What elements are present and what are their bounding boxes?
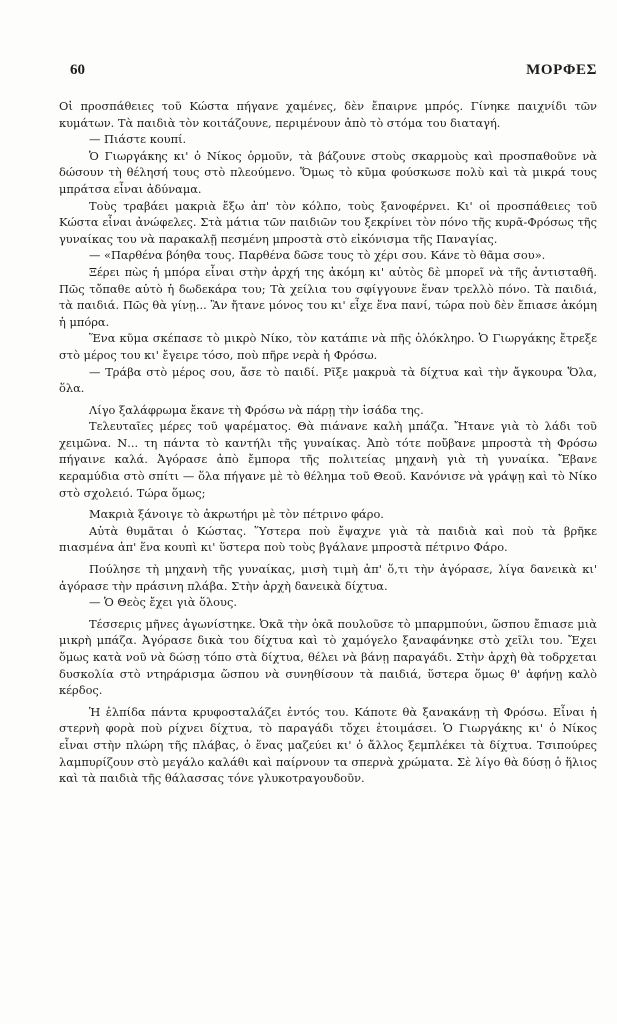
page-header <box>70 62 597 84</box>
paragraph: — Τράβα στὸ μέρος σου, ἄσε τὸ παιδί. Ρῖξε μακρυὰ τὰ δίχτυα καὶ τὴν ἄγκουρα Ὅλα, ὅλα. <box>59 364 597 396</box>
running-title: ΜΟΡΦΕΣ <box>526 62 597 78</box>
paragraph: Ἡ ἐλπίδα πάντα κρυφοσταλάζει ἐντός του. Κάποτε θὰ ξανακάνῃ τὴ Φρόσω. Εἶναι ἡ στερνὴ φορὰ ποὺ ρίχνει δίχτυα, τὸ παραγάδι τὄχει ἑτοιμάσει. Ὁ Γιωργάκης κι' ὁ Νίκος εἶναι στὴν πλώρη τῆς πλάβας, ὁ ἕνας μαζεύει κι' ὁ ἄλλος ξεμπλέκει τὰ δίχτυα. Τσιπούρες λαμπυρίζουν στὸ μεγάλο καλάθι καὶ παίρνουν τα σπερνὰ χρώματα. Σὲ λίγο θὰ δύσῃ ὁ ἥλιος καὶ τὰ παιδιὰ τῆς θάλασσας τόνε γλυκοτραγουδοῦν. <box>59 704 597 786</box>
paragraph: Οἱ προσπάθειες τοῦ Κώστα πήγανε χαμένες, δὲν ἔπαιρνε μπρός. Γίνηκε παιχνίδι τῶν κυμάτων. Τὰ παιδιὰ τὸν κοιτάζουνε, περιμένουν ἀπὸ τὸ στόμα του διαταγή. <box>59 99 597 130</box>
paragraph: — Ὁ Θεὸς ἔχει γιὰ ὅλους. <box>89 595 237 610</box>
paragraph: Τέσσερις μῆνες ἀγωνίστηκε. Ὀκᾶ τὴν ὀκᾶ πουλοῦσε τὸ μπαρμπούνι, ὥσπου ἔπιασε μιὰ μικρὴ μπάζα. Ἀγόρασε δικὰ του δίχτυα καὶ τὸ χαμόγελο ξαναφάνηκε στὸ χεῖλι του. Ἔχει ὅμως κατὰ νοῦ νὰ δώσῃ τόπο στὰ δίχτυα, θέλει νὰ βάνῃ παραγάδι. Στὴν ἀρχὴ θὰ τοδρχεται δυσκολία στὸ ντηράρισμα ὥσπου νὰ συνηθίσουν τὰ παιδιά, ὕστερα ὅμως θ' ἀφήνῃ καλὸ κέρδος. <box>59 616 597 698</box>
paragraph: Τοὺς τραβάει μακριὰ ἔξω ἀπ' τὸν κόλπο, τοὺς ξανοφέρνει. Κι' οἱ προσπάθειες τοῦ Κώστα εἶναι ἀνώφελες. Στὰ μάτια τῶν παιδιῶν του ξεκρίνει τὸν πόνο τῆς κυρᾶ-Φρόσως τῆς γυναίκας του νὰ παρακαλῇ πεσμένη μπροστὰ στὸ εἰκόνισμα τῆς Παναγίας. <box>59 198 597 246</box>
paragraph: — Πιάστε κουπί. <box>89 132 187 147</box>
paragraph: Ἕνα κῦμα σκέπασε τὸ μικρὸ Νίκο, τὸν κατάπιε νὰ πῆς ὁλόκληρο. Ὁ Γιωργάκης ἔτρεξε στὸ μέρος του κι' ἔγειρε τόσο, ποὺ πῆρε νερὰ ἡ Φρόσω. <box>59 331 597 362</box>
paragraph: Αὐτὰ θυμᾶται ὁ Κώστας. Ὕστερα ποὺ ἔψαχνε γιὰ τὰ παιδιὰ καὶ ποὺ τὰ βρῆκε πιασμένα ἀπ' ἕνα κουπὶ κι' ὕστερα ποὺ τοὺς βγάλανε μπροστὰ πέτρινο Φάρο. <box>59 523 597 555</box>
paragraph: Πούλησε τὴ μηχανὴ τῆς γυναίκας, μισὴ τιμὴ ἀπ' ὅ,τι τὴν ἀγόρασε, λίγα δανεικὰ κι' ἀγόρασε τὴν πράσινη πλάβα. Στὴν ἀρχὴ δανεικὰ δίχτυα. <box>59 562 597 593</box>
paragraph: Μακριὰ ξάνοιγε τὸ ἀκρωτήρι μὲ τὸν πέτρινο φάρο. <box>89 507 384 522</box>
page-number: 60 <box>70 62 85 78</box>
paragraph: Ξέρει πὼς ἡ μπόρα εἶναι στὴν ἀρχή της ἀκόμη κι' αὐτὸς δὲ μπορεῖ νὰ τῆς ἀντισταθῆ. Πῶς τὄπαθε αὐτὸ ἡ δωδεκάρα του; Τὰ χείλια του σφίγγουνε ἕναν τρελλὸ πόνο. Τὰ παιδιά, τὰ παιδιά. Πῶς θὰ γίνῃ... Ἂν ἤτανε μόνος του κι' εἶχε ἕνα πανί, τώρα ποὺ δὲν ἔπιασε ἀκόμη ἡ μπόρα. <box>59 264 597 329</box>
paragraph: Λίγο ξαλάφρωμα ἔκανε τὴ Φρόσω νὰ πάρῃ τὴν ἰσάδα της. <box>89 402 424 417</box>
body-text <box>59 98 597 787</box>
paragraph: Ὁ Γιωργάκης κι' ὁ Νίκος ὁρμοῦν, τὰ βάζουνε στοὺς σκαρμοὺς καὶ προσπαθοῦνε νὰ δώσουν τὴ θέλησή τους στὸ πλεούμενο. Ὅμως τὸ κῦμα φούσκωσε πολὺ καὶ τὰ μικρά τους μπράτσα εἶναι ἀδύναμα. <box>59 148 597 196</box>
paragraph: — «Παρθένα βόηθα τους. Παρθένα δῶσε τους τὸ χέρι σου. Κάνε τὸ θᾶμα σου». <box>89 248 546 263</box>
paragraph: Τελευταῖες μέρες τοῦ ψαρέματος. Θὰ πιάνανε καλὴ μπάζα. Ἤτανε γιὰ τὸ λάδι τοῦ χειμῶνα. Ν... τη πάντα τὸ καντήλι τῆς γυναίκας. Ἀπὸ τότε ποὔβανε μπροστὰ τὴ Φρόσω πήγαινε καλά. Ἀγόρασε ἀπὸ ἔμπορα τῆς πολιτείας μηχανὴ γιὰ τὴ γυναίκα. Ἔβανε κεραμύδια στὸ σπίτι — ὅλα πήγανε μὲ τὸ θέλημα τοῦ Θεοῦ. Κανόνισε νὰ γράψῃ καὶ τὸ Νίκο στὸ σχολειό. Τώρα ὅμως; <box>59 419 597 500</box>
